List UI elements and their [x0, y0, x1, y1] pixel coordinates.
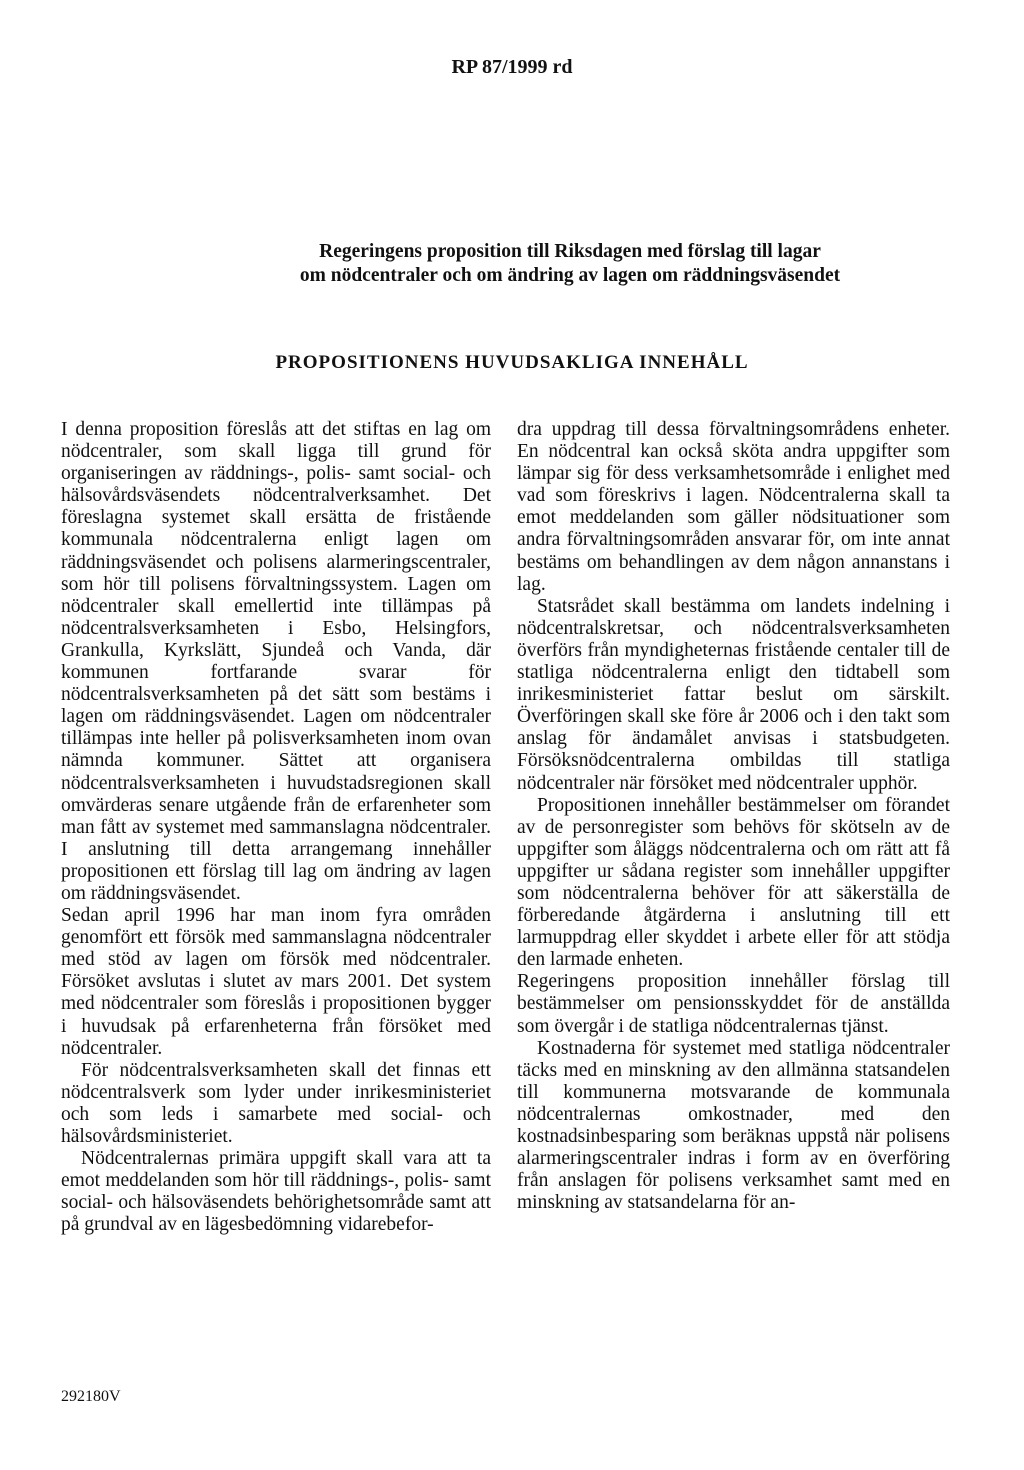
- document-id: RP 87/1999 rd: [451, 56, 573, 78]
- footer-code: 292180V: [61, 1388, 121, 1405]
- document-title: [180, 240, 960, 288]
- title-line-1: Regeringens proposition till Riksdagen med förslag till lagar: [319, 241, 821, 262]
- paragraph: Statsrådet skall bestämma om landets indelning i nödcentralskretsar, och nödcentralsverksamheten överförs från myndigheternas fristående centaler till de statliga nödcentralerna enligt den tidtabell som inrikesministeriet fattar beslut om särskilt. Överföringen skall ske före år 2006 och i den takt som anslag för ändamålet anvisas i statsbudgeten. Försöksnödcentralerna ombildas till statliga nödcentraler när försöket med nödcentraler upphör.: [517, 595, 950, 794]
- paragraph: Propositionen innehåller bestämmelser om förandet av de personregister som behövs för skötseln av de uppgifter som åläggs nödcentralerna och om rätt att få uppgifter ur sådana register som innehåller uppgifter som nödcentralerna behöver för att säkerställa de förberedande åtgärderna i anslutning till ett larmuppdrag eller skyddet i arbete eller för att stödja den larmade enheten.: [517, 794, 950, 971]
- right-text-column: [517, 419, 950, 1214]
- paragraph: dra uppdrag till dessa förvaltningsområdens enheter. En nödcentral kan också sköta andra uppgifter som lämpar sig för dess verksamhetsområde i enlighet med vad som föreskrivs i lagen. Nödcentralerna skall ta emot meddelanden som gäller nödsituationer som andra förvaltningsområden ansvarar för, om inte annat bestäms om behandlingen av dem någon annanstans i lag.: [517, 419, 950, 595]
- section-heading: PROPOSITIONENS HUVUDSAKLIGA INNEHÅLL: [275, 352, 749, 373]
- paragraph: I denna proposition föreslås att det stiftas en lag om nödcentraler, som skall ligga till grund för organiseringen av räddnings-, polis- samt social- och hälsovårdsväsendets nödcentralverksamhet. Det föreslagna systemet skall ersätta de fristående kommunala nödcentralerna enligt lagen om räddningsväsendet och polisens alarmeringscentraler, som hör till polisens förvaltningssystem. Lagen om nödcentraler skall emellertid inte tillämpas på nödcentralsverksamheten i Esbo, Helsingfors, Grankulla, Kyrkslätt, Sjundeå och Vanda, där kommunen fortfarande svarar för nödcentralsverksamheten på det sätt som bestäms i lagen om räddningsväsendet. Lagen om nödcentraler tillämpas inte heller på polisverksamheten inom ovan nämnda kommuner. Sättet att organisera nödcentralsverksamheten i huvudstadsregionen skall omvärderas senare utgående från de erfarenheter som man fått av systemet med sammanslagna nödcentraler. I anslutning till detta arrangemang innehåller propositionen ett förslag till lag om ändring av lagen om räddningsväsendet.: [61, 419, 491, 904]
- paragraph: Regeringens proposition innehåller förslag till bestämmelser om pensionsskyddet för de anställda som övergår i de statliga nödcentralernas tjänst.: [517, 971, 950, 1037]
- paragraph: Sedan april 1996 har man inom fyra områden genomfört ett försök med sammanslagna nödcentraler med stöd av lagen om försök med nödcentraler. Försöket avslutas i slutet av mars 2001. Det system med nödcentraler som föreslås i propositionen bygger i huvudsak på erfarenheterna från försöket med nödcentraler.: [61, 905, 491, 1059]
- paragraph: Kostnaderna för systemet med statliga nödcentraler täcks med en minskning av den allmänna statsandelen till kommunerna motsvarande de kommunala nödcentralernas omkostnader, med den kostnadsinbesparing som beräknas uppstå när polisens alarmeringscentraler indras i form av en överföring från anslagen för polisens verksamhet samt med en minskning av statsandelarna för an-: [517, 1037, 950, 1214]
- paragraph: Nödcentralernas primära uppgift skall vara att ta emot meddelanden som hör till räddnings-, polis- samt social- och hälsoväsendets behörighetsområde samt att på grundval av en lägesbedömning vidarebefor-: [61, 1148, 491, 1236]
- document-header: [0, 56, 1024, 79]
- paragraph: För nödcentralsverksamheten skall det finnas ett nödcentralsverk som lyder under inrikesministeriet och som leds i samarbete med social- och hälsovårdsministeriet.: [61, 1059, 491, 1147]
- title-line-2: om nödcentraler och om ändring av lagen om räddningsväsendet: [299, 265, 841, 286]
- left-text-column: [61, 419, 491, 1236]
